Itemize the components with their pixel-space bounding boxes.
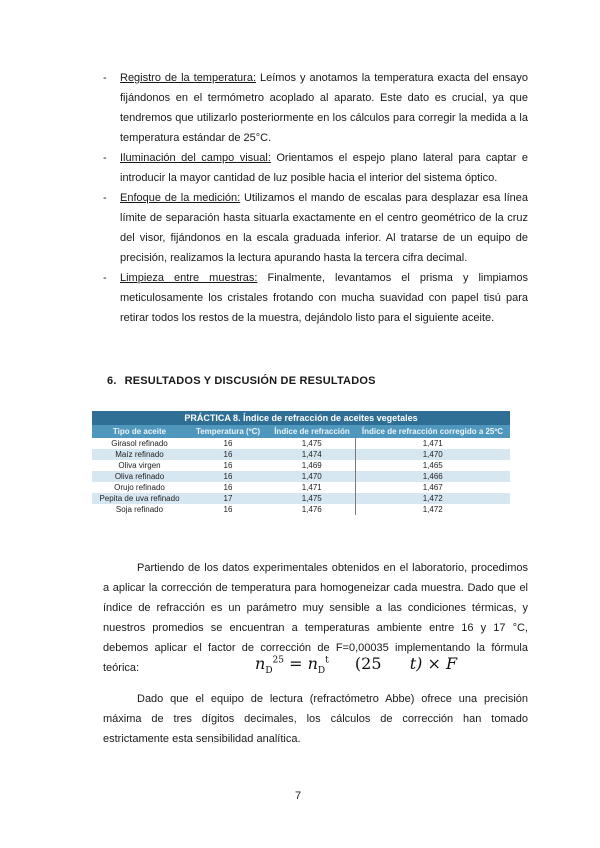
paragraph-precision-text: Dado que el equipo de lectura (refractómetro Abbe) ofrece una precisión máxima de tres dígitos decimales, los cálculos de corrección han tomado estrictamente esta sensibilidad analítica.: [103, 693, 528, 745]
procedure-bullet-list: [103, 68, 528, 328]
cell-corrected-index: 1,472: [355, 504, 510, 515]
section-title: RESULTADOS Y DISCUSIÓN DE RESULTADOS: [124, 375, 376, 387]
formula-n: n: [307, 654, 318, 673]
bullet-dash: -: [103, 72, 107, 84]
table-row: [92, 449, 510, 460]
bullet-term: Registro de la temperatura:: [120, 72, 256, 84]
cell-refractive-index: 1,474: [269, 449, 355, 460]
cell-corrected-index: 1,467: [355, 482, 510, 493]
cell-refractive-index: 1,475: [269, 438, 355, 449]
bullet-term: Iluminación del campo visual:: [120, 152, 271, 164]
cell-temperature: 16: [187, 482, 269, 493]
cell-corrected-index: 1,465: [355, 460, 510, 471]
cell-corrected-index: 1,470: [355, 449, 510, 460]
bullet-dash: -: [103, 152, 107, 164]
formula-sup: 25: [272, 655, 284, 666]
section-heading: [107, 375, 376, 387]
bullet-dash: -: [103, 192, 107, 204]
table-row: [92, 493, 510, 504]
column-header-corrected-index: Índice de refracción corregido a 25ºC: [355, 425, 510, 438]
cell-oil-type: Pepita de uva refinado: [92, 493, 187, 504]
bullet-text: Finalmente, levantamos el prisma y limpiamos meticulosamente los cristales frotando con mucha suavidad con papel tisú para retirar todos los restos de la muestra, dejándolo listo para el siguiente aceite.: [120, 272, 528, 324]
bullet-text: Orientamos el espejo plano lateral para captar e introducir la mayor cantidad de luz posible hacia el interior del sistema óptico.: [120, 152, 529, 184]
cell-refractive-index: 1,470: [269, 471, 355, 482]
bullet-dash: -: [103, 272, 107, 284]
cell-oil-type: Maíz refinado: [92, 449, 187, 460]
bullet-text: Leímos y anotamos la temperatura exacta del ensayo fijándonos en el termómetro acoplado al aparato. Este dato es crucial, ya que tendremos que utilizarlo posteriormente en los cálculos para corregir la medida a la temperatura estándar de 25°C.: [120, 72, 528, 144]
bullet-focus: [103, 188, 528, 268]
paragraph-correction-text: Partiendo de los datos experimentales obtenidos en el laboratorio, procedimos a aplicar la corrección de temperatura para homogeneizar cada muestra. Dado que el índice de refracción es un parámetro muy sensible a las condiciones térmicas, y nuestros promedios se encuentran a temperaturas ambiente entre 16 y 17 °C, debemos aplicar el factor de corrección de F=0,00035 implementando la fórmula teórica:: [103, 562, 528, 674]
cell-temperature: 16: [187, 438, 269, 449]
formula-sub: D: [265, 666, 273, 677]
cell-temperature: 16: [187, 460, 269, 471]
results-table: [92, 411, 510, 515]
bullet-text: Utilizamos el mando de escalas para desplazar esa línea límite de separación hasta situarla exactamente en el centro geométrico de la cruz del visor, fijándonos en la escala graduada inferior. Al tratarse de un equipo de precisión, realizamos la lectura apurando hasta la tercera cifra decimal.: [120, 192, 528, 264]
cell-oil-type: Oliva virgen: [92, 460, 187, 471]
cell-oil-type: Soja refinado: [92, 504, 187, 515]
table-row: [92, 482, 510, 493]
cell-temperature: 17: [187, 493, 269, 504]
bullet-term: Limpieza entre muestras:: [120, 272, 258, 284]
formula-n: n: [255, 654, 266, 673]
cell-oil-type: Oliva refinado: [92, 471, 187, 482]
table-row: [92, 504, 510, 515]
formula-factor: F: [445, 654, 458, 673]
cell-corrected-index: 1,466: [355, 471, 510, 482]
section-number: 6.: [107, 375, 117, 387]
cell-refractive-index: 1,471: [269, 482, 355, 493]
table-row: [92, 438, 510, 449]
cell-oil-type: Orujo refinado: [92, 482, 187, 493]
column-header-temperature: Temperatura (ºC): [187, 425, 269, 438]
cell-corrected-index: 1,471: [355, 438, 510, 449]
paragraph-precision: [103, 689, 528, 749]
column-header-refractive-index: Índice de refracción: [269, 425, 355, 438]
cell-temperature: 16: [187, 504, 269, 515]
correction-formula: [255, 654, 457, 676]
bullet-illumination: [103, 148, 528, 188]
cell-refractive-index: 1,475: [269, 493, 355, 504]
formula-sup: t: [325, 655, 329, 666]
formula-equals: =: [289, 654, 303, 673]
page-number: 7: [295, 790, 302, 802]
bullet-temperature-record: [103, 68, 528, 148]
bullet-term: Enfoque de la medición:: [120, 192, 241, 204]
table-row: [92, 460, 510, 471]
column-header-oil-type: Tipo de aceite: [92, 425, 187, 438]
cell-temperature: 16: [187, 449, 269, 460]
cell-corrected-index: 1,472: [355, 493, 510, 504]
formula-sub: D: [317, 666, 326, 677]
bullet-cleaning: [103, 268, 528, 328]
formula-t: t): [409, 654, 423, 673]
table-title: PRÁCTICA 8. Índice de refracción de aceites vegetales: [92, 411, 510, 425]
cell-refractive-index: 1,469: [269, 460, 355, 471]
cell-refractive-index: 1,476: [269, 504, 355, 515]
formula-paren: (25: [354, 654, 382, 673]
table-row: [92, 471, 510, 482]
formula-times: ×: [427, 654, 441, 673]
cell-temperature: 16: [187, 471, 269, 482]
cell-oil-type: Girasol refinado: [92, 438, 187, 449]
